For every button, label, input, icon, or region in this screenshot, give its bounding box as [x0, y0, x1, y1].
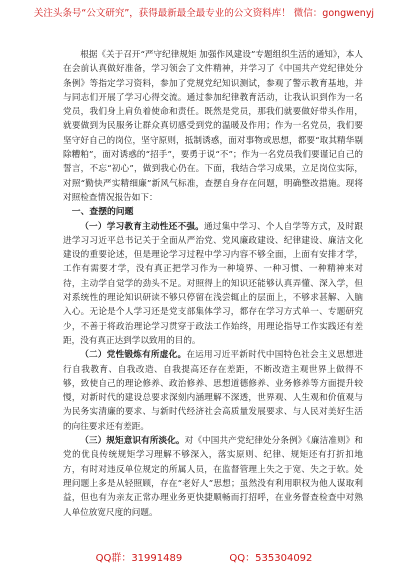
problem-item-3-heading: （三）规矩意识有所淡化。: [80, 436, 185, 447]
problem-item-3-text: 对《中国共产党纪律处分条例》《廉洁准则》和党的优良传统规矩学习理解不够深入，落实原则、纪律、规矩还有打折扣地方，有时对违反单位规定的所属人员，在监督管理上失之于宽、失之于软。处理问题上多是从轻照顾，存在“老好人”思想；虽然没有利用职权为他人谋取利益，但也有为亲友正常办理业务更快捷顺畅而打招呼，在业务督查检查中对熟人单位放宽尺度的问题。: [63, 436, 363, 518]
problem-item-1-heading: （一）学习教育主动性还不强。: [80, 221, 205, 232]
contact-footer: [0, 549, 408, 564]
document-body: [63, 48, 363, 520]
problem-item-1-text: 通过集中学习、个人自学等方式，及时跟进学习习近平总书记关于全面从严治党、党风廉政建设、纪律建设、廉洁文化建设的重要论述，但是理论学习过程中学习内容不够全面，上面有安排才学，工作有需要才学，没有真正把学习作为一种境界、一种习惯、一种精神来对待，主动学自觉学的劲头不足。对照得上的知识还能够认真弄懂、深入学，但对系统性的理论知识研读不够只停留在浅尝辄止的层面上，不够求甚解、入脑入心。无论是个人学习还是党支部集体学习，都存在学习方式单一、专题研究少，不善于将政治理论学习贯穿于政法工作始终，用理论指导工作实践还有差距，没有真正达到学以致用的目的。: [63, 221, 363, 346]
qq-group-label: QQ群：31991489: [95, 553, 183, 564]
problem-item-2: [63, 348, 363, 434]
section-heading: 一、查摆的问题: [71, 207, 134, 218]
problem-item-2-text: 在运用习近平新时代中国特色社会主义思想进行自我教育、自我改造、自我提高还存在差距，不断改造主观世界上做得不够，致使自己的理论修养、政治修养、思想道德修养、业务修养等方面提升较慢，对新时代的建设总要求深刻内涵理解不深透，世界观、人生观和价值观与为民务实清廉的要求、与新时代经济社会高质量发展要求、与人民对美好生活的向往要求还有差距。: [63, 350, 363, 432]
problem-item-3: [63, 434, 363, 520]
qq-contact-label: QQ：535304092: [229, 553, 313, 564]
problem-item-2-heading: （二）党性锻炼有所虚化。: [80, 350, 187, 361]
promo-banner: 关注头条号“公文研究”，获得最新最全最专业的公文资料库！ 微信：gongwenyj: [33, 8, 375, 19]
intro-paragraph: 根据《关于召开“严守纪律规矩 加强作风建设”专题组织生活的通知》，本人在会前认真做好准备，学习领会了文件精神，并学习了《中国共产党纪律处分条例》等指定学习资料，参加了党规党纪知识测试，参观了警示教育基地，并与同志们开展了学习心得交流。通过参加纪律教育活动，让我认识到作为一名党员，我们身上肩负着使命和责任。既然是党员，那我们就要做好带头作用，就要做到为民服务让群众真切感受到党的温暖及作用；作为一名党员，我们要坚守好自己的岗位，坚守原则，抵制诱惑，面对事物或思想，都要“取其精华剔除糟粕”，面对诱惑的“招手”，要勇于说“不”；作为一名党员我们要谨记自己的誓言，不忘“初心”，做到我心仍在。下面，我结合学习成果，立足岗位实际，对照“勤快严实精细廉”新风气标准，查摆自身存在问题，明确整改措施。现将对照检查情况报告如下：: [63, 50, 363, 203]
problem-item-1: [63, 220, 363, 349]
